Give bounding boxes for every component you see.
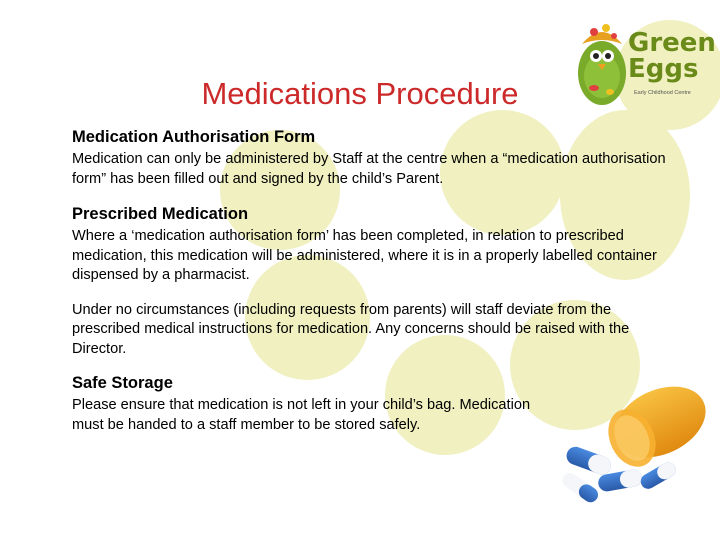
page-title-text: Medications Procedure bbox=[201, 76, 519, 111]
logo-tagline: Early Childhood Centre bbox=[634, 90, 691, 96]
section-paragraph: Medication can only be administered by Staff at the centre when a “medication authorisation form” has been filled out and signed by the child’s Parent. bbox=[72, 151, 666, 187]
section-paragraph: Under no circumstances (including requests from parents) will staff deviate from the prescribed medical instructions for medication. Any concerns should be raised with the Director. bbox=[72, 301, 630, 357]
logo-line2: Eggs bbox=[628, 54, 699, 84]
logo-line1: Green bbox=[628, 28, 716, 58]
logo-wordmark bbox=[628, 30, 716, 82]
pill-bottle-icon bbox=[540, 380, 720, 510]
section-paragraph: Where a ‘medication authorisation form’ has been completed, in relation to prescribed medication, this medication will be administered, where it is in a properly labelled container dispensed by a pharmacist. bbox=[72, 228, 657, 283]
section-heading-authorisation: Medication Authorisation Form bbox=[72, 128, 316, 146]
section-heading-storage: Safe Storage bbox=[72, 374, 173, 392]
section-heading-prescribed: Prescribed Medication bbox=[72, 205, 249, 223]
section-paragraph: Please ensure that medication is not left in your child’s bag. Medication must be handed to a staff member to be stored safely. bbox=[72, 397, 531, 433]
page-title bbox=[0, 76, 720, 112]
